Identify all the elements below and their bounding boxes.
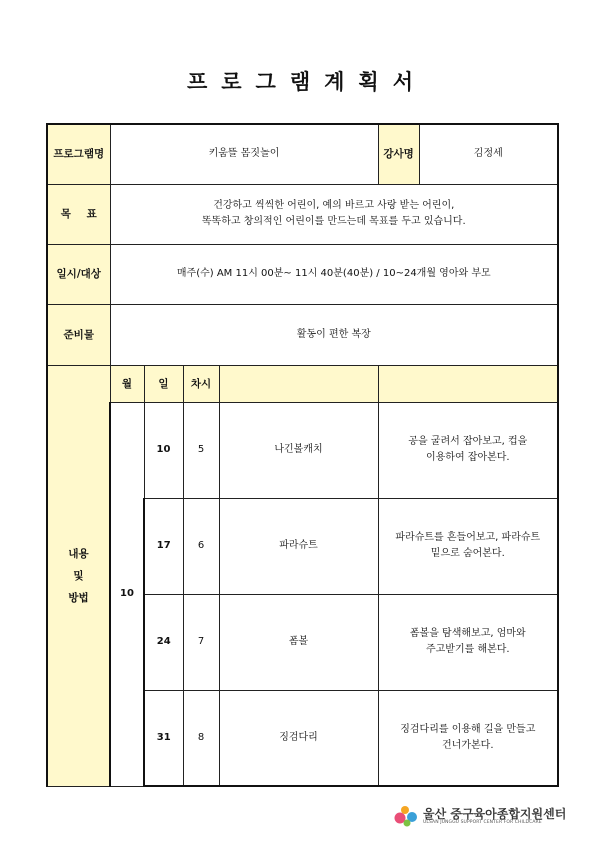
content-label-line-3: 방법 xyxy=(68,591,89,604)
description-cell xyxy=(378,594,558,690)
instructor-value: 김정세 xyxy=(419,124,558,184)
description-cell xyxy=(378,498,558,594)
program-name-label: 프로그램명 xyxy=(47,124,110,184)
program-name-value: 키움뜰 몸짓놀이 xyxy=(110,124,378,184)
description-line-1: 징검다리를 이용해 길을 만들고 xyxy=(400,723,536,735)
activity-cell: 징검다리 xyxy=(219,690,378,786)
description-cell xyxy=(378,402,558,498)
schedule-value: 매주(수) AM 11시 00분~ 11시 40분(40분) / 10~24개월 영아와 부모 xyxy=(110,244,558,304)
organization-name: 울산 중구육아종합지원센터 xyxy=(423,807,567,821)
document-title: 프로그램계획서 xyxy=(186,70,427,94)
description-line-1: 폼볼을 탐색해보고, 엄마와 xyxy=(409,628,526,639)
session-cell: 6 xyxy=(183,498,219,594)
day-cell: 17 xyxy=(144,498,183,594)
content-label-line-2: 및 xyxy=(73,569,84,582)
column-header-activity xyxy=(219,365,378,402)
description-line-2: 밑으로 숨어본다. xyxy=(430,548,505,559)
goal-label: 목 표 xyxy=(47,184,110,244)
session-cell: 8 xyxy=(183,690,219,786)
supplies-label: 준비물 xyxy=(47,304,110,365)
description-line-1: 공을 굴려서 잡아보고, 컵을 xyxy=(408,436,528,447)
column-header-session: 차시 xyxy=(183,365,219,402)
childcare-center-logo-icon xyxy=(393,802,419,828)
content-label-line-1: 내용 xyxy=(68,547,89,560)
goal-line-2: 똑똑하고 창의적인 어린이를 만드는데 목표를 두고 있습니다. xyxy=(201,216,466,227)
description-line-2: 주고받기를 해본다. xyxy=(425,644,510,655)
goal-value xyxy=(110,184,558,244)
column-header-day: 일 xyxy=(144,365,183,402)
description-line-2: 건너가본다. xyxy=(442,739,494,751)
activity-cell: 폼볼 xyxy=(219,594,378,690)
session-cell: 7 xyxy=(183,594,219,690)
supplies-value: 활동이 편한 복장 xyxy=(110,304,558,365)
description-cell xyxy=(378,690,558,786)
goal-line-1: 건강하고 씩씩한 어린이, 예의 바르고 사랑 받는 어린이, xyxy=(213,200,455,211)
footer-logo xyxy=(393,800,567,830)
table-row xyxy=(47,402,558,498)
description-line-1: 파라슈트를 흔들어보고, 파라슈트 xyxy=(395,532,541,543)
instructor-label: 강사명 xyxy=(378,124,419,184)
day-cell: 24 xyxy=(144,594,183,690)
month-cell: 10 xyxy=(110,402,144,786)
schedule-label: 일시/대상 xyxy=(47,244,110,304)
description-line-2: 이용하여 잡아본다. xyxy=(425,452,510,463)
day-cell: 31 xyxy=(144,690,183,786)
activity-cell: 파라슈트 xyxy=(219,498,378,594)
content-label xyxy=(47,365,110,786)
activity-cell: 나긴볼캐치 xyxy=(219,402,378,498)
column-header-month: 월 xyxy=(110,365,144,402)
session-cell: 5 xyxy=(183,402,219,498)
program-plan-table xyxy=(46,123,559,787)
column-header-description xyxy=(378,365,558,402)
day-cell: 10 xyxy=(144,402,183,498)
organization-name-english: ULSAN JUNGGU SUPPORT CENTER FOR CHILDCARE xyxy=(423,820,542,825)
